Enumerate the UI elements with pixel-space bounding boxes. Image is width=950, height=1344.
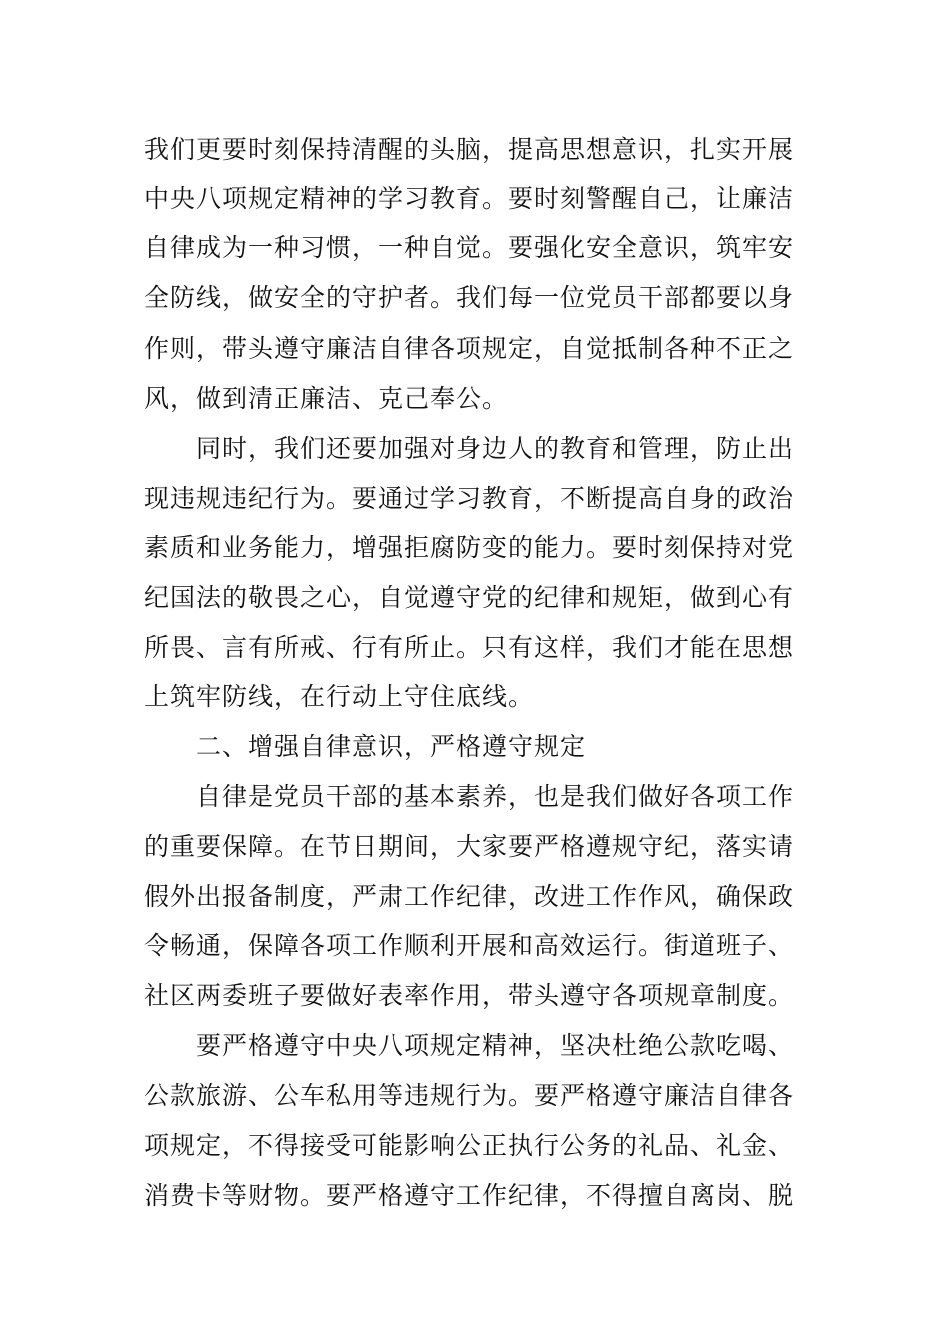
text-line: 素质和业务能力，增强拒腐防变的能力。要时刻保持对党 (144, 533, 795, 562)
paragraph-first-line: 同时，我们还要加强对身边人的教育和管理，防止出 (196, 434, 795, 463)
text-line: 自律成为一种习惯，一种自觉。要强化安全意识，筑牢安 (144, 233, 795, 262)
text-line: 现违规违纪行为。要通过学习教育，不断提高自身的政治 (144, 484, 795, 513)
text-line: 所畏、言有所戒、行有所止。只有这样，我们才能在思想 (144, 633, 795, 662)
section-heading: 二、增强自律意识，严格遵守规定 (196, 732, 587, 761)
text-line: 我们更要时刻保持清醒的头脑，提高思想意识，扎实开展 (144, 135, 795, 164)
text-line: 公款旅游、公车私用等违规行为。要严格遵守廉洁自律各 (144, 1081, 795, 1110)
text-line: 的重要保障。在节日期间，大家要严格遵规守纪，落实请 (144, 832, 795, 861)
text-line: 纪国法的敬畏之心，自觉遵守党的纪律和规矩，做到心有 (144, 583, 795, 612)
text-line: 作则，带头遵守廉洁自律各项规定，自觉抵制各种不正之 (144, 334, 795, 363)
text-line: 令畅通，保障各项工作顺利开展和高效运行。街道班子、 (144, 931, 795, 960)
text-line: 假外出报备制度，严肃工作纪律，改进工作作风，确保政 (144, 882, 795, 911)
text-line: 全防线，做安全的守护者。我们每一位党员干部都要以身 (144, 283, 795, 312)
paragraph-first-line: 要严格遵守中央八项规定精神，坚决杜绝公款吃喝、 (196, 1031, 795, 1060)
text-line: 风，做到清正廉洁、克己奉公。 (144, 384, 509, 413)
text-line: 社区两委班子要做好表率作用，带头遵守各项规章制度。 (144, 981, 795, 1010)
paragraph-first-line: 自律是党员干部的基本素养，也是我们做好各项工作 (196, 782, 795, 811)
text-line: 消费卡等财物。要严格遵守工作纪律，不得擅自离岗、脱 (144, 1181, 795, 1210)
text-line: 上筑牢防线，在行动上守住底线。 (144, 682, 535, 711)
text-line: 中央八项规定精神的学习教育。要时刻警醒自己，让廉洁 (144, 184, 795, 213)
text-line: 项规定，不得接受可能影响公正执行公务的礼品、礼金、 (144, 1131, 795, 1160)
